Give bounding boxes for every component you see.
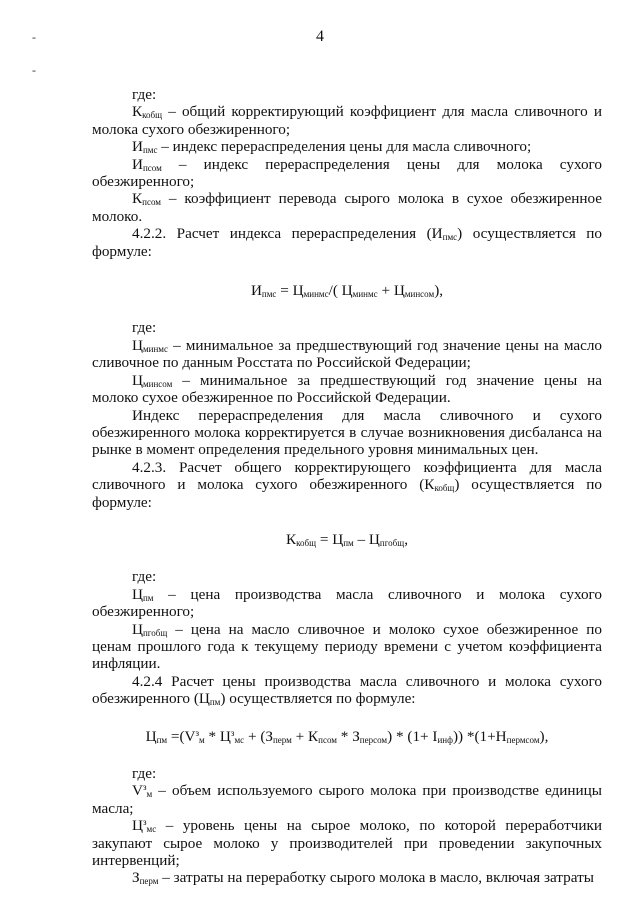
section-4-2-3: 4.2.3. Расчет общего корректирующего коэффициента для масла сливочного и молока сухого обезжиренного $(К_{кобщ})$ осуществляется по формуле: bbox=[92, 458, 603, 511]
where-label: где: bbox=[132, 765, 157, 782]
definition-k-kobsh: $К_{кобщ}$ – общий корректирующий коэффициент для масла сливочного и молока сухого обезжиренного; bbox=[92, 103, 602, 138]
margin-mark: - bbox=[32, 30, 36, 44]
section-4-2-2: 4.2.2. Расчет индекса перераспределения $(И_{пмс})$ осуществляется по формуле: bbox=[92, 225, 602, 260]
where-label: где: bbox=[132, 86, 157, 103]
definition-ts-pgobsh: $Ц_{пгобщ}$ – цена на масло сливочное и молоко сухое обезжиренное по ценам прошлого года к текущему периоду времени с учетом коэффициента инфляции. bbox=[92, 620, 602, 673]
definition-i-pms: $И_{пмс}$ – индекс перераспределения цены для масла сливочного; bbox=[132, 138, 532, 156]
definition-z-perm: $З_{перм}$ – затраты на переработку сырого молока в масло, включая затраты bbox=[132, 869, 594, 887]
definition-v-zm: $V^з_м$ – объем используемого сырого молока при производстве единицы масла; bbox=[92, 782, 602, 817]
formula-index-redistribution: $И_{пмс} = Ц_{минмс}/$( $Ц_{минмс} + Ц_{минсом}$), bbox=[250, 282, 444, 300]
page-number: 4 bbox=[316, 28, 324, 45]
paragraph-index-correction: Индекс перераспределения для масла сливочного и сухого обезжиренного молока корректируется в случае возникновения дисбаланса на рынке в момент определения предельного уровня минимальных цен. bbox=[92, 406, 602, 459]
margin-mark: - bbox=[32, 63, 36, 77]
where-label: где: bbox=[132, 319, 157, 337]
formula-production-price: $Ц_{пм} =(V^з_м * Ц^з_{мс} + (З_{перм} + К_{псом} * З_{персом}) * (1+ I_{инф}))$ $*(1+Н_{пермсом})$, bbox=[145, 727, 549, 745]
formula-correction-coefficient: $К_{кобщ} = Ц_{пм} - Ц_{пгобщ}$, bbox=[286, 530, 408, 548]
definition-i-psom: $И_{псом}$ – индекс перераспределения цены для молока сухого обезжиренного; bbox=[92, 155, 602, 191]
definition-ts-minsom: $Ц_{минсом}$ – минимальное за предшествующий год значение цены на молоко сухое обезжиренное по Российской Федерации. bbox=[92, 371, 602, 407]
definition-ts-minms: $Ц_{минмс}$ – минимальное за предшествующий год значение цены на масло сливочное по данным Росстата по Российской Федерации; bbox=[92, 336, 602, 372]
where-label: где: bbox=[132, 568, 157, 586]
definition-k-psom: $К_{псом}$ – коэффициент перевода сырого молока в сухое обезжиренное молоко. bbox=[92, 190, 602, 225]
definition-ts-pm: $Ц_{пм}$ – цена производства масла сливочного и молока сухого обезжиренного; bbox=[92, 585, 602, 621]
definition-ts-zms: $Ц^з_{мс}$ – уровень цены на сырое молоко, по которой переработчики закупают сырое молоко у производителей при проведении закупочных интервенций; bbox=[92, 817, 602, 870]
section-4-2-4: 4.2.4 Расчет цены производства масла сливочного и молока сухого обезжиренного $(Ц_{пм})$ осуществляется по формуле: bbox=[92, 672, 602, 708]
document-body bbox=[92, 86, 602, 887]
